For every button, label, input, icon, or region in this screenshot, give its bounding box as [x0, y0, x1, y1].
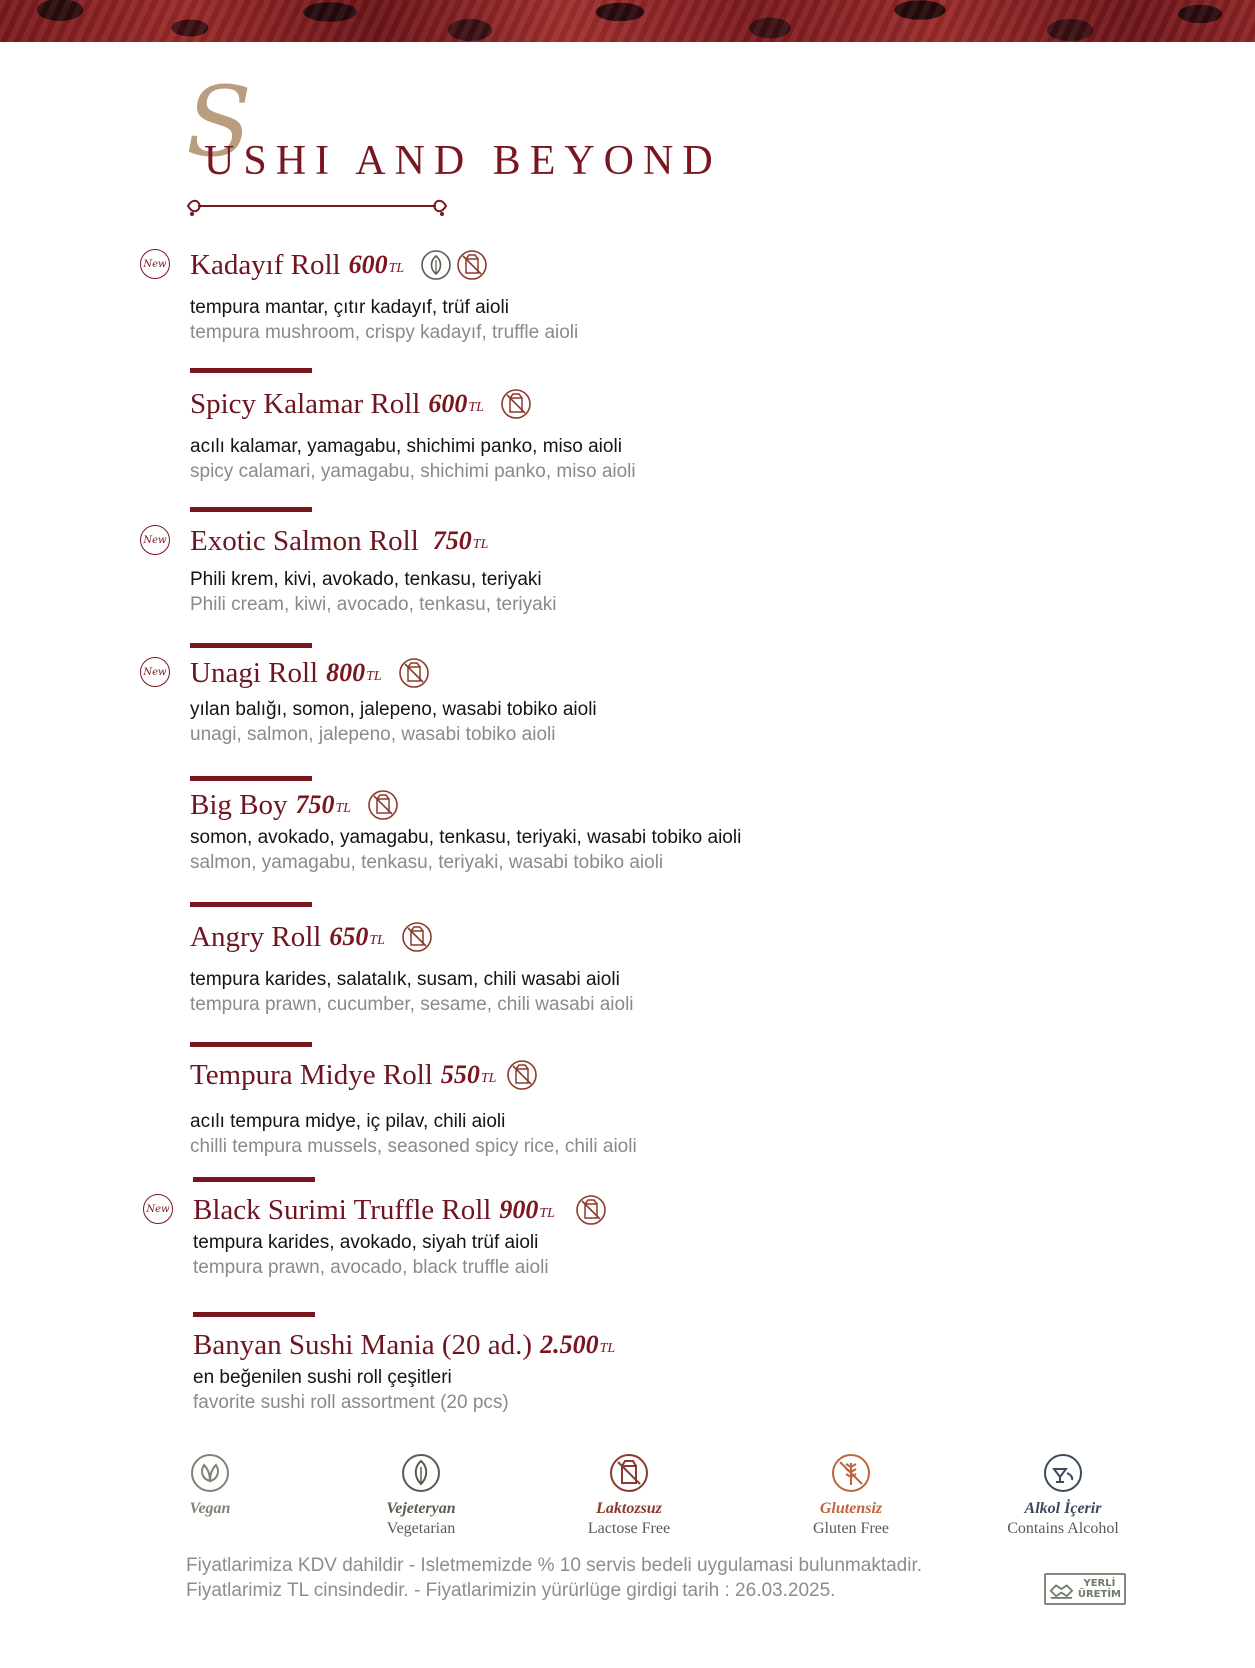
legend-contains-alcohol — [973, 1453, 1153, 1539]
item-description-tr: tempura mantar, çıtır kadayıf, trüf aioli — [190, 297, 509, 318]
item-description-tr: acılı kalamar, yamagabu, shichimi panko, miso aioli — [190, 436, 622, 457]
new-badge: New — [140, 657, 170, 687]
legend-lactose-free — [539, 1453, 719, 1539]
menu-item — [190, 917, 1090, 1017]
item-name: Spicy Kalamar Roll — [190, 387, 421, 420]
item-price: 2.500 — [540, 1330, 599, 1359]
item-price: 750 — [295, 790, 335, 819]
item-currency: TL — [480, 1071, 497, 1086]
new-badge: New — [140, 525, 170, 555]
item-description-tr: en beğenilen sushi roll çeşitleri — [193, 1367, 452, 1388]
footer-note-line-2: Fiyatlarimiz TL cinsindedir. - Fiyatlarimizin yürürlüge girdigi tarih : 26.03.2025. — [186, 1580, 836, 1601]
legend-label-tr: Laktozsuz — [596, 1500, 662, 1517]
item-separator — [190, 368, 312, 373]
gluten-free-icon — [831, 1453, 871, 1493]
decorative-banner — [0, 0, 1255, 42]
item-description-en: tempura mushroom, crispy kadayıf, truffle aioli — [190, 322, 579, 343]
local-production-badge — [1044, 1573, 1126, 1605]
legend-label-tr: Glutensiz — [819, 1500, 883, 1517]
item-separator — [190, 507, 312, 512]
menu-item — [143, 245, 1090, 345]
legend-label-tr: Alkol İçerir — [1024, 1500, 1102, 1517]
item-description-en: salmon, yamagabu, tenkasu, teriyaki, wasabi tobiko aioli — [190, 852, 664, 873]
item-name: Tempura Midye Roll — [190, 1058, 433, 1091]
menu-item — [146, 1190, 1093, 1280]
ornament-divider — [186, 196, 448, 216]
lactose-free-icon — [609, 1453, 649, 1493]
item-price: 650 — [329, 922, 369, 951]
lactose-free-icon — [575, 1194, 607, 1226]
item-description-tr: tempura karides, avokado, siyah trüf aioli — [193, 1232, 539, 1253]
menu-item — [190, 384, 1090, 484]
legend-gluten-free — [761, 1453, 941, 1539]
footer-note-line-1: Fiyatlarimiza KDV dahildir - Isletmemizde % 10 servis bedeli uygulamasi bulunmaktadir. — [186, 1555, 923, 1576]
legend-label-tr: Vegan — [189, 1500, 231, 1517]
item-name: Black Surimi Truffle Roll — [193, 1193, 492, 1226]
item-currency: TL — [599, 1341, 616, 1356]
item-description-tr: acılı tempura midye, iç pilav, chili aioli — [190, 1111, 506, 1132]
item-name: Big Boy — [190, 788, 288, 821]
menu-item — [190, 785, 1090, 875]
lactose-free-icon — [456, 249, 488, 281]
item-price: 900 — [499, 1195, 539, 1224]
item-separator — [190, 1042, 312, 1047]
item-name: Unagi Roll — [190, 656, 319, 689]
legend-label-en: Vegetarian — [386, 1520, 456, 1537]
item-separator — [190, 643, 312, 648]
item-description-en: spicy calamari, yamagabu, shichimi panko, miso aioli — [190, 461, 636, 482]
lactose-free-icon — [401, 921, 433, 953]
item-description-en: unagi, salmon, jalepeno, wasabi tobiko aioli — [190, 724, 556, 745]
item-currency: TL — [335, 801, 352, 816]
page-title: USHI AND BEYOND — [204, 138, 722, 184]
lactose-free-icon — [500, 388, 532, 420]
item-name: Angry Roll — [190, 920, 322, 953]
item-currency: TL — [468, 400, 484, 415]
item-currency: TL — [539, 1206, 555, 1221]
item-separator — [193, 1312, 315, 1317]
item-price: 600 — [348, 250, 388, 279]
menu-item — [190, 1055, 1090, 1159]
contains-alcohol-icon — [1043, 1453, 1083, 1493]
item-price: 800 — [326, 658, 366, 687]
legend-vegetarian — [331, 1453, 511, 1539]
item-description-en: favorite sushi roll assortment (20 pcs) — [193, 1392, 509, 1413]
item-description-tr: tempura karides, salatalık, susam, chili wasabi aioli — [190, 969, 620, 990]
item-description-tr: somon, avokado, yamagabu, tenkasu, teriyaki, wasabi tobiko aioli — [190, 827, 742, 848]
new-badge: New — [140, 249, 170, 279]
item-description-tr: yılan balığı, somon, jalepeno, wasabi tobiko aioli — [190, 699, 597, 720]
badge-text-line-1: YERLİ — [1083, 1578, 1116, 1589]
item-price: 550 — [440, 1060, 480, 1089]
vegetarian-icon — [420, 249, 452, 281]
legend-label-en: Lactose Free — [587, 1520, 671, 1537]
item-currency: TL — [472, 537, 489, 552]
legend-label-en: Contains Alcohol — [1007, 1520, 1119, 1537]
item-name: Exotic Salmon Roll — [190, 524, 419, 557]
legend-label-tr: Vejeteryan — [386, 1500, 456, 1517]
new-badge: New — [143, 1194, 173, 1224]
item-separator — [193, 1177, 315, 1182]
item-currency: TL — [369, 933, 385, 948]
legend-vegan — [120, 1453, 300, 1519]
item-description-en: chilli tempura mussels, seasoned spicy rice, chili aioli — [190, 1136, 637, 1157]
lactose-free-icon — [367, 789, 399, 821]
title-initial: S — [186, 66, 252, 178]
legend-label-en: Gluten Free — [813, 1520, 889, 1537]
vegetarian-icon — [401, 1453, 441, 1493]
item-description-en: tempura prawn, cucumber, sesame, chili wasabi aioli — [190, 994, 634, 1015]
item-currency: TL — [366, 669, 382, 684]
vegan-icon — [190, 1453, 230, 1493]
item-separator — [190, 776, 312, 781]
handshake-icon — [1049, 1577, 1074, 1601]
menu-item — [143, 653, 1090, 747]
lactose-free-icon — [398, 657, 430, 689]
item-currency: TL — [388, 261, 405, 276]
item-price: 600 — [428, 389, 468, 418]
item-description-en: Phili cream, kiwi, avocado, tenkasu, teriyaki — [190, 594, 557, 615]
menu-item — [143, 521, 1090, 617]
item-price: 750 — [432, 526, 472, 555]
item-name: Banyan Sushi Mania (20 ad.) — [193, 1328, 533, 1361]
item-description-en: tempura prawn, avocado, black truffle aioli — [193, 1257, 549, 1278]
badge-text-line-2: ÜRETİM — [1077, 1589, 1121, 1600]
item-name: Kadayıf Roll — [190, 248, 341, 281]
item-description-tr: Phili krem, kivi, avokado, tenkasu, teriyaki — [190, 569, 542, 590]
item-separator — [190, 902, 312, 907]
lactose-free-icon — [506, 1059, 538, 1091]
menu-item — [193, 1325, 1093, 1415]
